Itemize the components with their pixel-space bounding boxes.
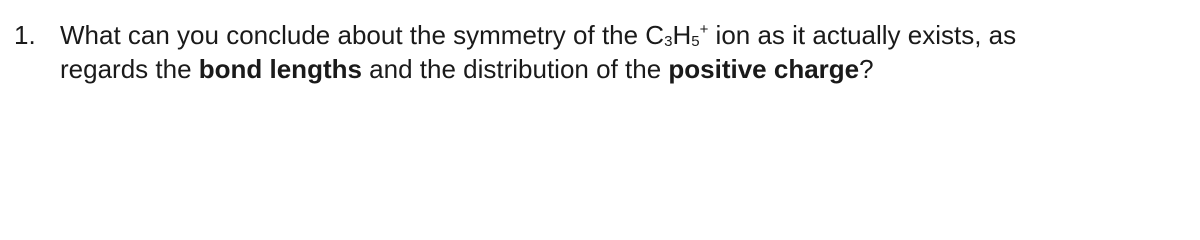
formula-carbon-subscript: 3 — [664, 33, 673, 50]
question-line2-part2: and the distribution of the — [361, 54, 669, 84]
formula-hydrogen: H — [672, 20, 692, 50]
question-line1-part2: ion as it actually exists, as — [708, 20, 1017, 50]
question-line1-part1: What can you conclude about the symmetry of the C — [60, 20, 665, 50]
emphasis-positive-charge: positive charge — [668, 54, 860, 84]
formula-hydrogen-subscript: 5 — [691, 33, 700, 50]
question-number: 1. — [14, 20, 36, 50]
question-mark: ? — [859, 54, 874, 84]
question-item — [0, 0, 1200, 92]
formula-charge: + — [699, 21, 709, 38]
emphasis-bond-lengths: bond lengths — [198, 54, 362, 84]
question-text — [60, 18, 1190, 86]
question-line2-part1: regards the — [60, 54, 199, 84]
